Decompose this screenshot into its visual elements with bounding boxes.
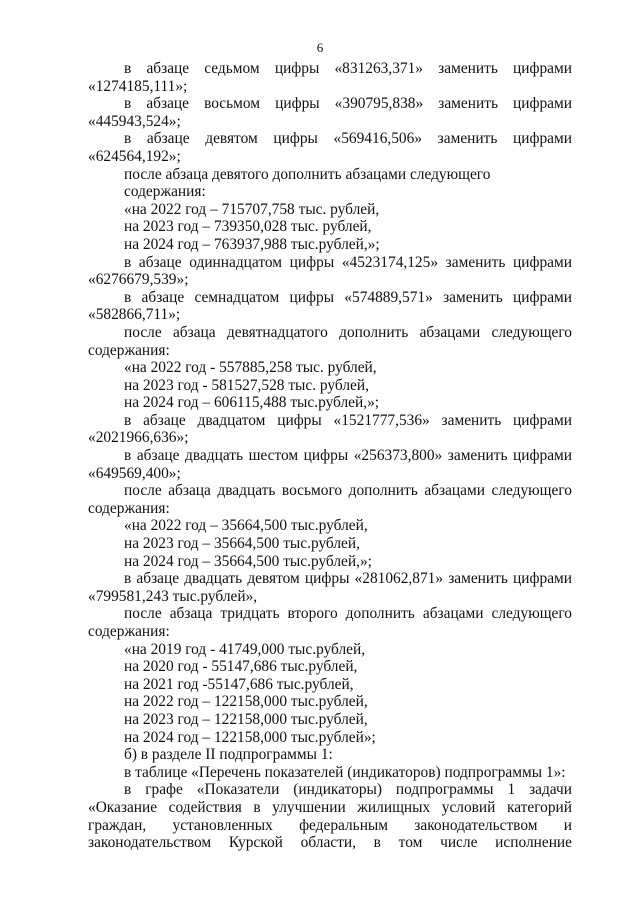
text-line: после абзаца девятнадцатого дополнить абзацами следующего [124, 323, 572, 341]
text-line: «624564,192»; [88, 147, 181, 165]
text-line: в абзаце двадцатом цифры «1521777,536» заменить цифрами [124, 411, 572, 429]
text-line: в абзаце одиннадцатом цифры «4523174,125» заменить цифрами [124, 253, 572, 271]
text-line: «Оказание содействия в улучшении жилищных условий категорий [88, 798, 572, 816]
text-line: «на 2022 год – 35664,500 тыс.рублей, [124, 517, 368, 535]
text-line: на 2024 год – 122158,000 тыс.рублей»; [124, 728, 376, 746]
text-line: содержания: [88, 623, 170, 640]
text-line: «на 2022 год – 715707,758 тыс. рублей, [124, 200, 380, 218]
document-body [88, 60, 572, 852]
text-line: законодательством Курской области, в том числе исполнение [88, 834, 572, 852]
text-line: «649569,400»; [88, 464, 181, 482]
text-line: в абзаце двадцать шестом цифры «256373,800» заменить цифрами [124, 447, 572, 465]
text-line: «на 2019 год - 41749,000 тыс.рублей, [124, 640, 366, 658]
text-line: на 2023 год – 739350,028 тыс. рублей, [124, 218, 372, 236]
text-line: «1274185,111»; [88, 77, 188, 95]
text-line: в абзаце двадцать девятом цифры «281062,871» заменить цифрами [124, 570, 572, 588]
text-line: на 2021 год -55147,686 тыс.рублей, [124, 675, 354, 693]
text-line: содержания: [88, 341, 170, 359]
text-line: «на 2022 год - 557885,258 тыс. рублей, [124, 359, 377, 377]
text-line: на 2023 год – 122158,000 тыс.рублей, [124, 710, 368, 728]
text-line: содержания: [88, 499, 170, 517]
text-line: «6276679,539»; [88, 271, 189, 289]
text-line: после абзаца тридцать второго дополнить абзацами следующего [124, 605, 572, 623]
text-line: «582866,711»; [88, 306, 181, 324]
text-line: б) в разделе II подпрограммы 1: [124, 746, 333, 764]
text-line: после абзаца двадцать восьмого дополнить абзацами следующего [124, 482, 572, 500]
text-line: на 2023 год – 35664,500 тыс.рублей, [124, 535, 360, 553]
text-line: на 2023 год - 581527,528 тыс. рублей, [124, 376, 369, 394]
text-line: на 2024 год – 763937,988 тыс.рублей,»; [124, 235, 380, 253]
text-line: на 2024 год – 35664,500 тыс.рублей,»; [124, 552, 372, 570]
text-line: на 2022 год – 122158,000 тыс.рублей, [124, 693, 368, 711]
text-line: на 2020 год - 55147,686 тыс.рублей, [124, 658, 358, 676]
text-line: граждан, установленных федеральным законодательством и [88, 816, 572, 834]
text-line: «2021966,636»; [88, 429, 189, 447]
text-line: после абзаца девятого дополнить абзацами следующего содержания: [124, 165, 491, 201]
text-line: «445943,524»; [88, 112, 181, 130]
page-number: 6 [316, 40, 324, 55]
text-line: «799581,243 тыс.рублей», [88, 587, 258, 605]
text-line: в абзаце девятом цифры «569416,506» заменить цифрами [124, 130, 572, 148]
text-line: в таблице «Перечень показателей (индикаторов) подпрограммы 1»: [124, 763, 566, 781]
text-line: в абзаце седьмом цифры «831263,371» заменить цифрами [124, 60, 572, 77]
text-line: на 2024 год – 606115,488 тыс.рублей,»; [124, 394, 380, 412]
text-line: в абзаце восьмом цифры «390795,838» заменить цифрами [124, 95, 572, 113]
text-line: в графе «Показатели (индикаторы) подпрограммы 1 задачи [124, 781, 572, 799]
text-line: в абзаце семнадцатом цифры «574889,571» заменить цифрами [124, 288, 572, 306]
